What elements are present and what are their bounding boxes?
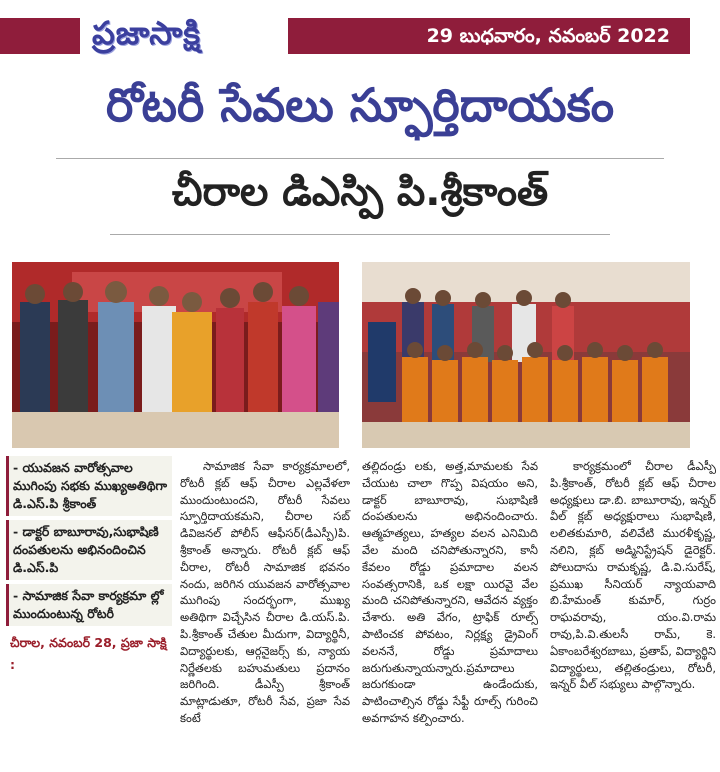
subheadline-divider (110, 234, 610, 235)
article-paragraph: కార్యక్రమంలో చీరాల డీఎస్పీ పి.శ్రీకాంత్, రోటరీ క్లబ్ ఆఫ్ చీరాల అధ్యక్షులు డా.బి. బాబూరావు, ఇన్నర్ వీల్ క్లబ్ అధ్యక్షురాలు సుభాషిణి, లలితకుమారి, వలివేటి మురళీకృష్ణ, నలిని, క్లబ్ అడ్మినిస్ట్రేషన్ డైరెక్టర్. పోలుదాసు రామకృష్ణ, డి.వి.సురేష్, ప్రముఖ సీనియర్ న్యాయవాది బి.హేమంత్ కుమార్, గుర్రం రాఘవరావు, యం.వి.రామ రావు,పి.వి.తులసీ రామ్, కె. ఏకాంబరేశ్వరబాబు, ప్రతాప్, విద్యార్థిని విద్యార్థులు, తల్లితండ్రులు, రోటరీ, ఇన్నర్ వీల్ సభ్యులు పాల్గొన్నారు. (550, 459, 716, 692)
highlight-item: - యువజన వారోత్సవాల ముగింపు సభకు ముఖ్యఅతిథిగా డి.ఎస్.పి శ్రీకాంత్ (6, 456, 172, 516)
highlights-box (6, 456, 172, 678)
issue-date-bar (288, 18, 690, 54)
photo-award-ceremony (12, 262, 339, 448)
headline-divider (56, 158, 664, 159)
article-column-1 (180, 458, 350, 727)
highlight-item: - సామాజిక సేవా కార్యక్రమా ల్లో ముందుంటున్న రోటరీ (6, 584, 172, 626)
photo-dance-troupe (362, 262, 690, 448)
dateline: చీరాల, నవంబర్ 28, ప్రజా సాక్షి : (10, 635, 167, 672)
headline: రోటరీ సేవలు స్ఫూర్తిదాయకం (105, 78, 615, 132)
article-paragraph: తల్లిదండ్రు లకు, అత్త,మామలకు సేవ చేయుట చాలా గొప్ప విషయం అని, డాక్టర్ బాబూరావు, సుభాషిణి దంపతులను అభినందించారు. ఆత్మహత్యలు, హత్యల వలన ఎనిమిది వేల మంది చనిపోతున్నారని, కానీ కేవలం రోడ్డు ప్రమాదాల వలన సంవత్సరానికి, ఒక లక్షా యిరవై వేల మంది చనిపోతున్నారని, ఆవేదన వ్యక్తం చేశారు. అతి వేగం, ట్రాఫిక్ రూల్స్ పాటించక పోవటం, నిర్లక్ష్య డ్రైవింగ్ వలననే, రోడ్డు ప్రమాదాలు జరుగుతున్నాయన్నారు.ప్రమాదాలు జరుగకుండా ఉండేందుకు, పాటించాల్సిన రోడ్డు సేఫ్టీ రూల్స్ గురించి అవగాహన కల్పించారు. (362, 459, 538, 725)
masthead (0, 0, 720, 62)
article-column-3 (550, 458, 716, 693)
masthead-bar-left (0, 18, 80, 54)
newspaper-logo: ప్రజాసాక్షి (92, 14, 201, 52)
highlight-item: - డాక్టర్ బాబూరావు,సుభాషిణి దంపతులను అభినందించిన డి.ఎస్.పి (6, 520, 172, 580)
article-column-2 (362, 458, 538, 727)
article-paragraph: సామాజిక సేవా కార్యక్రమాలలో, రోటరీ క్లబ్ ఆఫ్ చీరాల ఎల్లవేళలా ముందుంటుందని, రోటరీ సేవలు స్ఫూర్తిదాయకమని, చీరాల సబ్ డివిజనల్ పోలీస్ ఆఫీసర్(డీఎస్పీ)పి. శ్రీకాంత్ అన్నారు. రోటరీ క్లబ్ ఆఫ్ చీరాల, రోటరీ సామాజిక భవనం నందు, జరిగిన యువజన వారోత్సవాల ముగింపు సందర్భంగా, ముఖ్య అతిథిగా విచ్చేసిన చీరాల డి.యస్.పి. పి.శ్రీకాంత్ చేతుల మీదుగా, విద్యార్థినీ, విద్యార్థులకు, ఆర్గనైజర్స్ కు, న్యాయ నిర్ణేతలకు బహుమతులు ప్రదానం జరిగింది. డీఎస్పీ శ్రీకాంత్ మాట్లాడుతూ, రోటరీ సేవ, ప్రజా సేవ కంటే (180, 459, 350, 725)
subheadline: చీరాల డిఎస్పి పి.శ్రీకాంత్ (171, 169, 549, 215)
issue-date: 29 బుధవారం, నవంబర్ 2022 (426, 25, 670, 47)
